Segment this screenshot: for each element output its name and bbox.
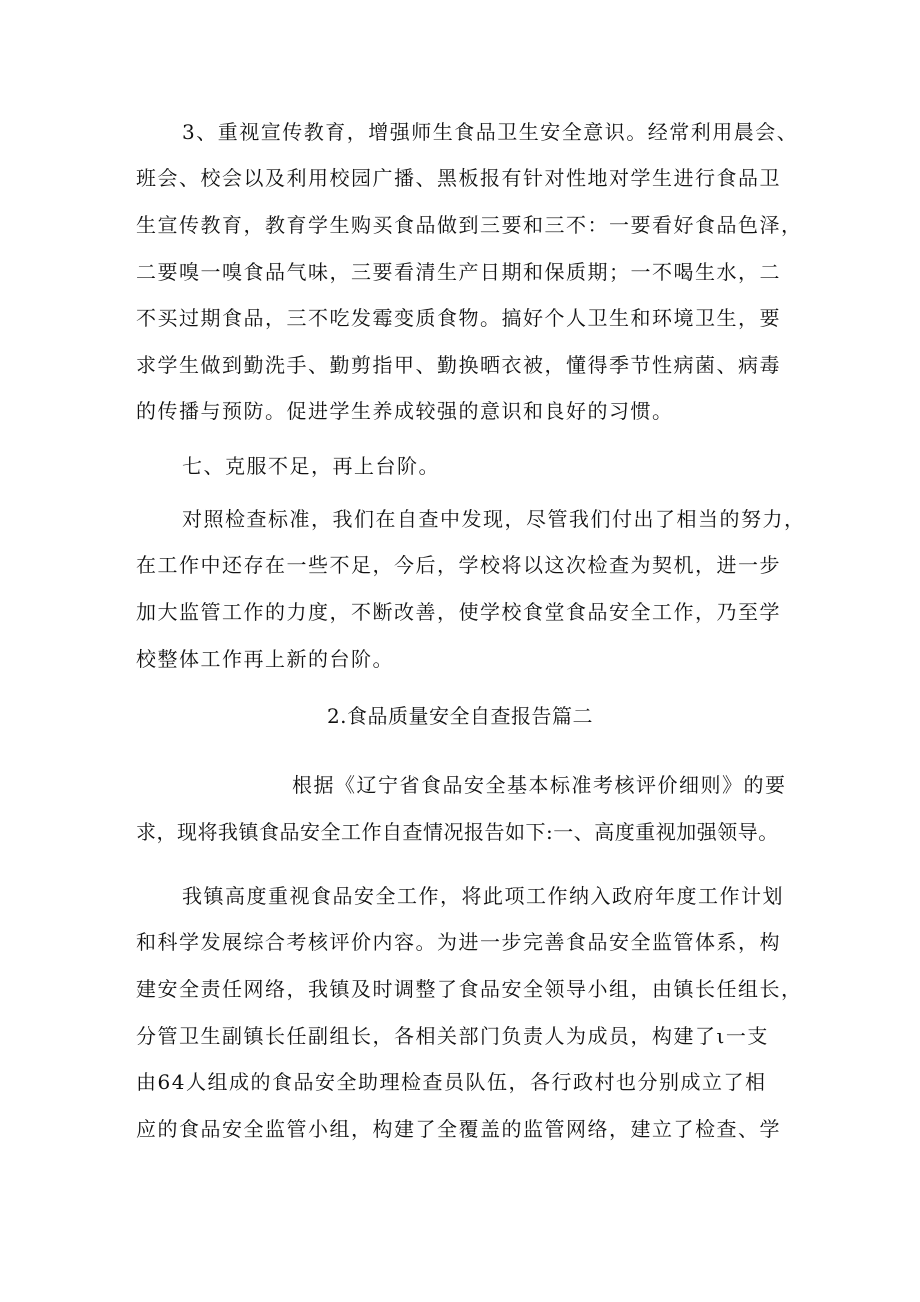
paragraph-line: 对照检查标准，我们在自查中发现，尽管我们付出了相当的努力， [182,507,806,531]
paragraph-line: 分管卫生副镇长任副组长，各相关部门负责人为成员，构建了ι一支 [136,1024,769,1048]
paragraph-line: 由64人组成的食品安全助理检查员队伍，各行政村也分别成立了相 [136,1070,767,1094]
paragraph-line: 加大监管工作的力度，不断改善，使学校食堂食品安全工作，乃至学 [136,600,781,624]
paragraph-line: 生宣传教育，教育学生购买食品做到三要和三不：一要看好食品色泽， [136,213,803,237]
paragraph-line: 建安全责任网络，我镇及时调整了食品安全领导小组，由镇长任组长， [136,977,803,1001]
paragraph-line: 根据《辽宁省食品安全基本标准考核评价细则》的要 [292,773,787,797]
paragraph-line: 不买过期食品，三不吃发霉变质食物。搞好个人卫生和环境卫生，要 [136,306,781,330]
paragraph-line: 3、重视宣传教育，增强师生食品卫生安全意识。经常利用晨会、 [182,120,799,144]
paragraph-line: 校整体工作再上新的台阶。 [136,647,394,671]
paragraph-line: 在工作中还存在一些不足，今后，学校将以这次检查为契机，进一步 [136,553,781,577]
paragraph-line: 我镇高度重视食品安全工作，将此项工作纳入政府年度工作计划 [182,884,784,908]
section-title: 2.食品质量安全自查报告篇二 [326,704,594,728]
paragraph-line: 班会、校会以及利用校园广播、黑板报有针对性地对学生进行食品卫 [136,166,781,190]
paragraph-line: 应的食品安全监管小组，构建了全覆盖的监管网络，建立了检查、学 [136,1117,781,1141]
paragraph-line: 和科学发展综合考核评价内容。为进一步完善食品安全监管体系，构 [136,930,781,954]
section-heading: 七、克服不足，再上台阶。 [182,454,440,478]
paragraph-line: 求，现将我镇食品安全工作自查情况报告如下:一、高度重视加强领导。 [136,820,779,844]
paragraph-line: 的传播与预防。促进学生养成较强的意识和良好的习惯。 [136,399,674,423]
paragraph-line: 二要嗅一嗅食品气味，三要看清生产日期和保质期；一不喝生水，二 [136,260,781,284]
paragraph-line: 求学生做到勤洗手、勤剪指甲、勤换晒衣被，懂得季节性病菌、病毒 [136,353,781,377]
